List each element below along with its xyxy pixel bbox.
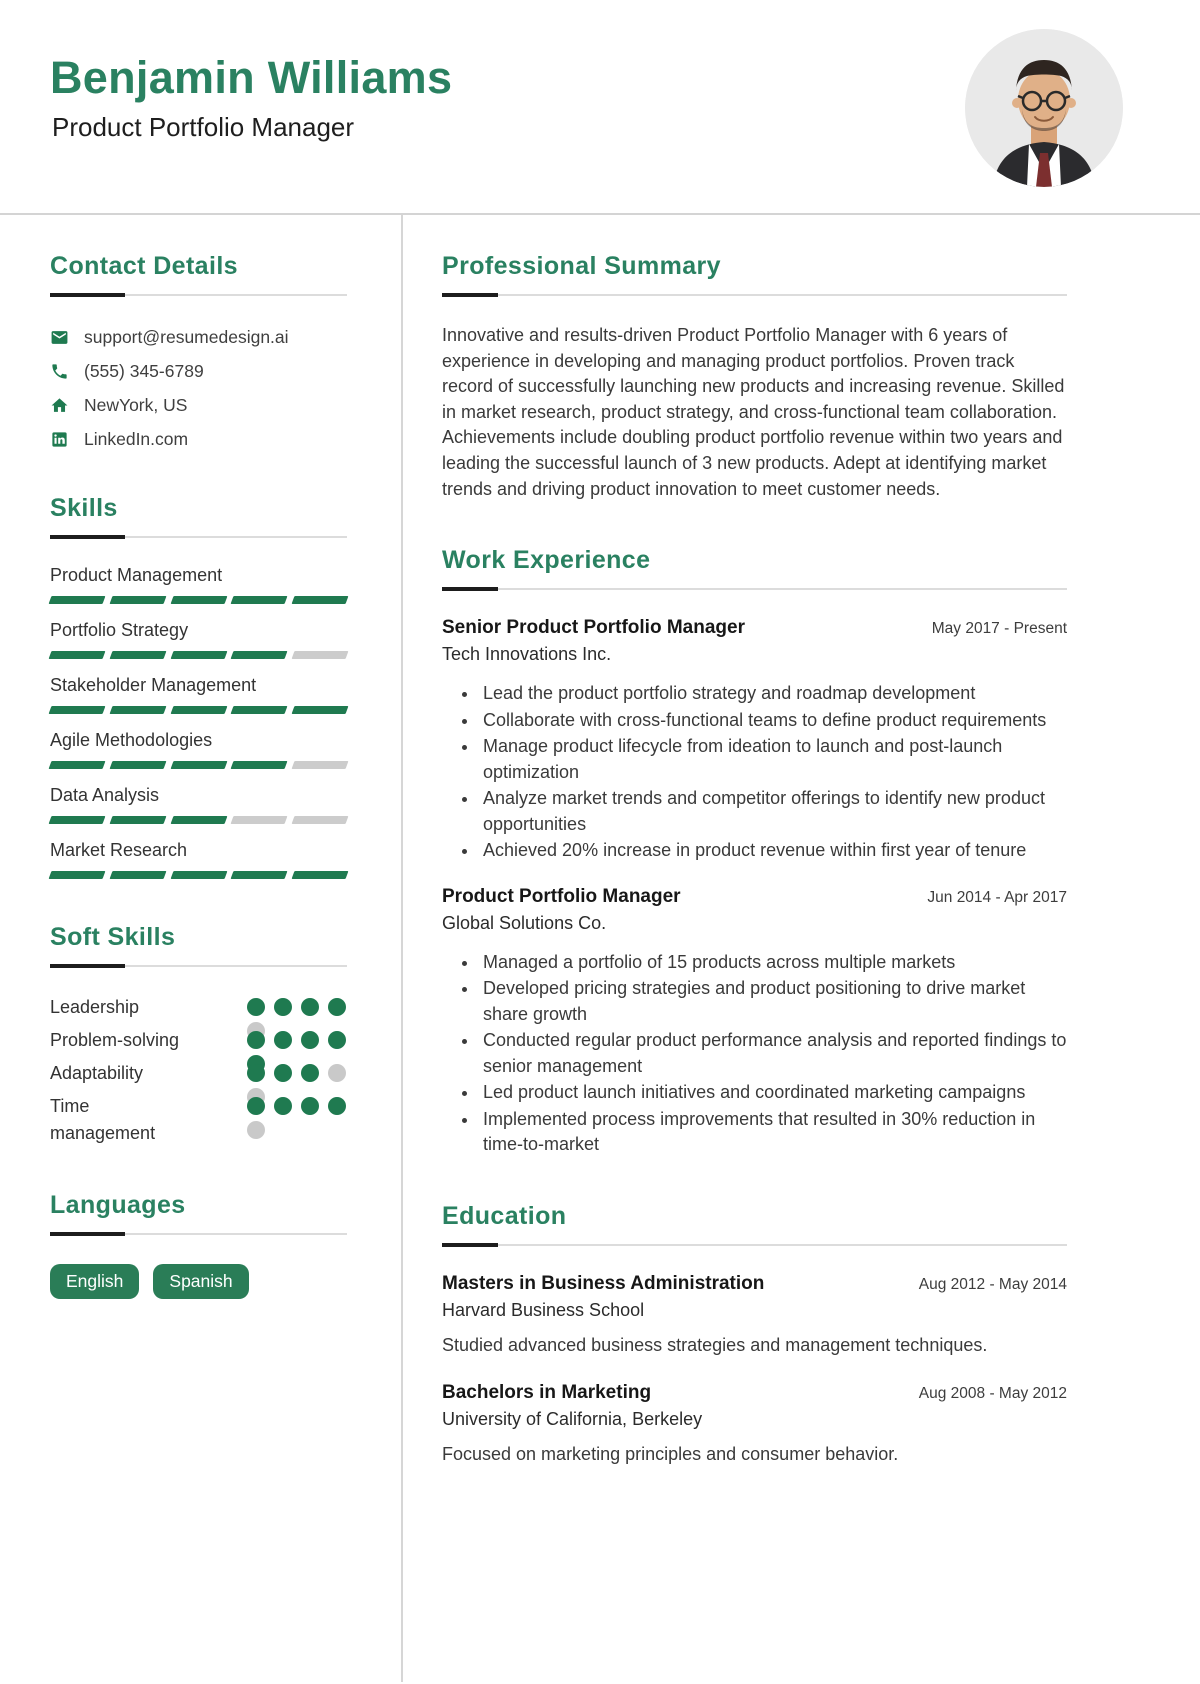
skill-segment-filled (292, 871, 349, 879)
rating-dot-filled (274, 1031, 292, 1049)
skill-segment-filled (49, 596, 106, 604)
job-company: Global Solutions Co. (442, 912, 607, 933)
bullet-item: • Achieved 20% increase in product revenue within first year of tenure (479, 838, 1067, 864)
job-title: Product Portfolio Manager (442, 885, 681, 907)
soft-skill-dots (247, 1031, 347, 1049)
job-dates: Jun 2014 - Apr 2017 (927, 888, 1067, 906)
summary-text: Innovative and results-driven Product Portfolio Manager with 6 years of experience in developing and managing product portfolios. Proven track record of successfully launching new products and increasing revenue. Skilled in market research, product strategy, and cross-functional team collaboration. Achievements include doubling product portfolio revenue within two years and leading the successful launch of 3 new products. Adept at identifying market trends and driving product innovation to meet customer needs. (442, 325, 1065, 499)
skill-label: Stakeholder Management (50, 675, 257, 695)
rating-dot-filled (247, 1031, 265, 1049)
skill-label: Market Research (50, 840, 188, 860)
skill-segment-filled (292, 706, 349, 714)
job-title: Senior Product Portfolio Manager (442, 617, 745, 639)
soft-skills-heading: Soft Skills (50, 923, 176, 951)
content-columns (0, 215, 1200, 1682)
skill-segment-filled (109, 816, 166, 824)
job-bullet-list (442, 681, 1067, 864)
section-underline (50, 293, 347, 297)
experience-section (442, 546, 1067, 1158)
skill-segment-filled (170, 816, 227, 824)
skill-segment-filled (49, 651, 106, 659)
skill-segment-filled (109, 871, 166, 879)
skill-segment-filled (231, 871, 288, 879)
rating-dot-filled (328, 1097, 346, 1115)
bullet-item: • Conducted regular product performance analysis and reported findings to senior management (479, 1028, 1067, 1079)
skills-heading: Skills (50, 494, 118, 522)
degree-list (442, 1273, 1067, 1465)
avatar (965, 29, 1123, 187)
summary-heading: Professional Summary (442, 252, 721, 280)
home-icon (50, 396, 69, 415)
header (0, 0, 1200, 215)
language-badge-list (50, 1264, 347, 1299)
soft-skill-label: Adaptability (50, 1063, 144, 1083)
section-underline (442, 293, 1067, 297)
sidebar (0, 215, 403, 1682)
section-underline (442, 587, 1067, 591)
soft-skill-dots (247, 998, 347, 1016)
language-badge: English (50, 1264, 139, 1299)
rating-dot-filled (247, 1064, 265, 1082)
skill-level-bar (50, 761, 347, 769)
rating-dot-filled (301, 998, 319, 1016)
skill-item (50, 730, 347, 769)
skill-segment-filled (170, 651, 227, 659)
bullet-item: • Managed a portfolio of 15 products across multiple markets (479, 950, 1067, 976)
section-underline (442, 1243, 1067, 1247)
skill-segment-empty (231, 816, 288, 824)
job-dates: May 2017 - Present (931, 620, 1067, 638)
languages-section (50, 1191, 347, 1299)
skill-segment-filled (170, 871, 227, 879)
summary-section (442, 252, 1067, 502)
skills-section (50, 494, 347, 879)
candidate-job-title: Product Portfolio Manager (52, 112, 355, 142)
skill-segment-filled (170, 761, 227, 769)
contact-text[interactable]: LinkedIn.com (84, 429, 189, 449)
skill-level-bar (50, 706, 347, 714)
soft-skill-item (50, 1060, 347, 1093)
skill-segment-filled (231, 761, 288, 769)
job-header (442, 617, 1067, 639)
soft-skill-dots (247, 1064, 347, 1082)
skill-segment-filled (170, 596, 227, 604)
soft-skill-label: Time management (50, 1096, 156, 1143)
job-bullet-list (442, 950, 1067, 1158)
skill-segment-filled (49, 706, 106, 714)
profile-photo-illustration (965, 29, 1123, 187)
skill-level-bar (50, 596, 347, 604)
soft-skill-item (50, 994, 347, 1027)
skill-segment-empty (292, 816, 349, 824)
experience-heading: Work Experience (442, 546, 651, 575)
skill-item (50, 565, 347, 604)
rating-dot-empty (247, 1121, 265, 1139)
skill-segment-filled (49, 761, 106, 769)
degree-school: Harvard Business School (442, 1299, 645, 1320)
contact-heading: Contact Details (50, 252, 238, 280)
skill-label: Agile Methodologies (50, 730, 213, 750)
degree-school: University of California, Berkeley (442, 1408, 703, 1429)
soft-skill-dots (247, 1097, 347, 1115)
bullet-item: • Led product launch initiatives and coordinated marketing campaigns (479, 1080, 1067, 1106)
phone-icon (50, 362, 69, 381)
rating-dot-filled (274, 1097, 292, 1115)
job-entry (442, 886, 1067, 1158)
job-header (442, 886, 1067, 908)
skill-segment-filled (170, 706, 227, 714)
email-icon (50, 328, 69, 347)
degree-header (442, 1273, 1067, 1295)
skill-segment-filled (231, 706, 288, 714)
skill-segment-filled (292, 596, 349, 604)
skill-item (50, 840, 347, 879)
languages-heading: Languages (50, 1191, 186, 1219)
bullet-item: • Manage product lifecycle from ideation to launch and post-launch optimization (479, 734, 1067, 785)
soft-skills-section (50, 923, 347, 1147)
skill-level-bar (50, 651, 347, 659)
skill-segment-filled (109, 596, 166, 604)
contact-item (50, 361, 347, 382)
skill-segment-filled (109, 706, 166, 714)
skill-segment-empty (292, 761, 349, 769)
skill-segment-empty (292, 651, 349, 659)
bullet-item: • Implemented process improvements that resulted in 30% reduction in time-to-market (479, 1107, 1067, 1158)
skill-list (50, 565, 347, 879)
skill-segment-filled (49, 871, 106, 879)
skill-segment-filled (231, 596, 288, 604)
rating-dot-filled (274, 1064, 292, 1082)
skill-item (50, 620, 347, 659)
bullet-item: • Developed pricing strategies and product positioning to drive market share growth (479, 976, 1067, 1027)
bullet-item: • Analyze market trends and competitor offerings to identify new product opportunities (479, 786, 1067, 837)
section-underline (50, 535, 347, 539)
rating-dot-empty (328, 1064, 346, 1082)
rating-dot-filled (301, 1064, 319, 1082)
contact-text[interactable]: support@resumedesign.ai (84, 327, 289, 347)
degree-title: Masters in Business Administration (442, 1272, 765, 1294)
skill-segment-filled (109, 651, 166, 659)
section-underline (50, 1232, 347, 1236)
rating-dot-filled (274, 998, 292, 1016)
rating-dot-filled (328, 1031, 346, 1049)
skill-segment-filled (49, 816, 106, 824)
main-column (403, 215, 1200, 1682)
bullet-item: • Collaborate with cross-functional teams to define product requirements (479, 708, 1067, 734)
skill-label: Data Analysis (50, 785, 160, 805)
job-entry (442, 617, 1067, 864)
skill-item (50, 785, 347, 824)
soft-skill-item (50, 1093, 347, 1147)
contact-section (50, 252, 347, 450)
soft-skill-list (50, 994, 347, 1147)
contact-item (50, 429, 347, 450)
skill-item (50, 675, 347, 714)
degree-dates: Aug 2008 - May 2012 (918, 1384, 1067, 1402)
skill-level-bar (50, 816, 347, 824)
contact-text: NewYork, US (84, 395, 188, 415)
degree-header (442, 1382, 1067, 1404)
contact-text: (555) 345-6789 (84, 361, 204, 381)
rating-dot-filled (301, 1097, 319, 1115)
soft-skill-label: Leadership (50, 997, 140, 1017)
degree-description: Focused on marketing principles and consumer behavior. (442, 1443, 899, 1464)
rating-dot-filled (328, 998, 346, 1016)
skill-label: Portfolio Strategy (50, 620, 189, 640)
skill-segment-filled (231, 651, 288, 659)
degree-dates: Aug 2012 - May 2014 (918, 1275, 1067, 1293)
skill-segment-filled (109, 761, 166, 769)
degree-title: Bachelors in Marketing (442, 1381, 652, 1403)
linkedin-icon (50, 430, 69, 449)
contact-item (50, 327, 347, 348)
language-badge: Spanish (153, 1264, 248, 1299)
soft-skill-label: Problem-solving (50, 1030, 180, 1050)
candidate-name: Benjamin Williams (50, 52, 453, 103)
soft-skill-item (50, 1027, 347, 1060)
education-heading: Education (442, 1201, 567, 1230)
degree-entry (442, 1273, 1067, 1356)
job-list (442, 617, 1067, 1158)
rating-dot-filled (247, 998, 265, 1016)
job-company: Tech Innovations Inc. (442, 644, 612, 665)
bullet-item: • Lead the product portfolio strategy and roadmap development (479, 681, 1067, 707)
degree-entry (442, 1382, 1067, 1465)
section-underline (50, 964, 347, 968)
contact-item (50, 395, 347, 416)
contact-list (50, 327, 347, 450)
education-section (442, 1202, 1067, 1465)
skill-label: Product Management (50, 565, 223, 585)
skill-level-bar (50, 871, 347, 879)
rating-dot-filled (247, 1097, 265, 1115)
degree-description: Studied advanced business strategies and management techniques. (442, 1334, 988, 1355)
rating-dot-filled (301, 1031, 319, 1049)
